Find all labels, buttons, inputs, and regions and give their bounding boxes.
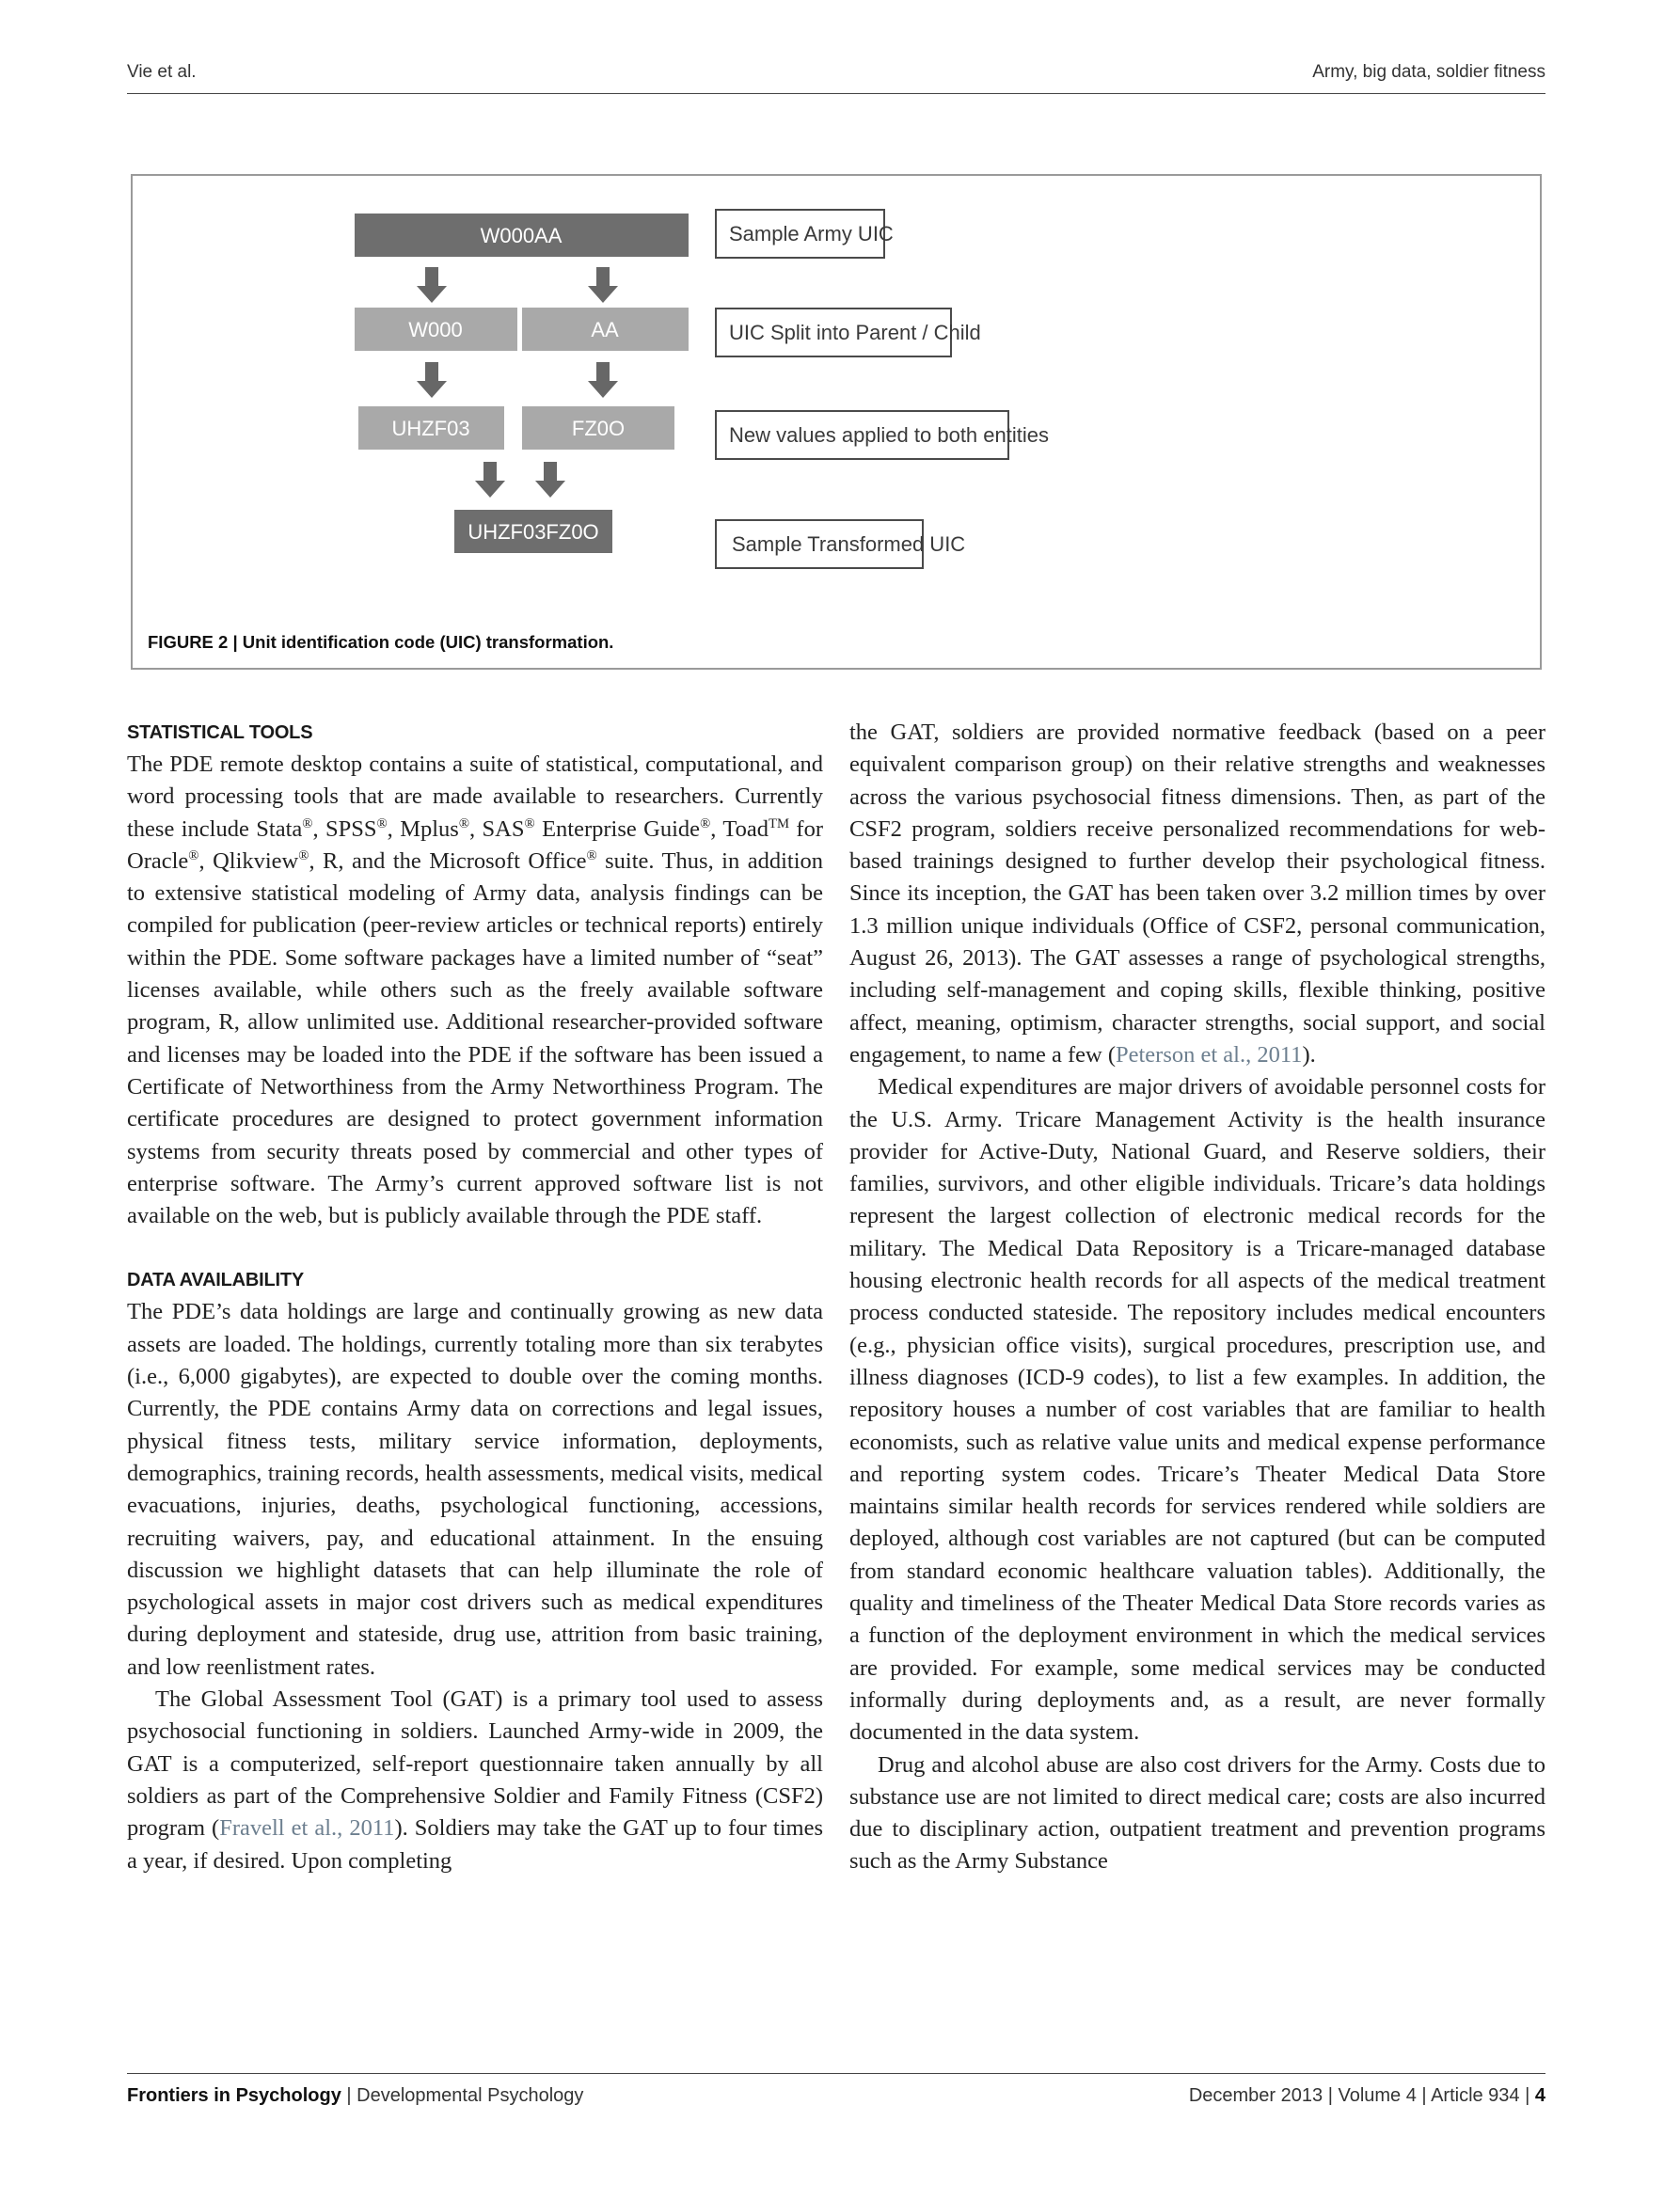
running-header-title: Army, big data, soldier fitness: [1312, 62, 1545, 82]
node-child-new-label: FZ0O: [571, 417, 626, 440]
paragraph-statistical-tools: The PDE remote desktop contains a suite of statistical, computational, and word processing tools that are made available to researchers. Currently these include Stata®, SPSS®, Mplus®, SAS® Enterprise Guide®, Toad™ for Oracle®, Qlikview®, R, and the Microsoft Office® suite. Thus, in addition to extensive statistical modeling of Army data, analysis findings can be compiled for publication (peer-review articles or technical reports) entirely within the PDE. Some software packages have a limited number of “seat” licenses available, while others such as the freely available software program, R, allow unlimited use. Additional researcher-provided software and licenses may be loaded into the PDE if the software has been issued a Certificate of Networthiness from the Army Networthiness Program. The certificate procedures are designed to protect government information systems from security threats posed by commercial and other types of enterprise software. The Army’s current approved software list is not available on the web, but is publicly available through the PDE staff.: [127, 752, 824, 1229]
left-column: [127, 717, 823, 1877]
footer-issue-info: December 2013 | Volume 4 | Article 934 | 4: [1188, 2085, 1545, 2106]
figure-caption: [148, 632, 613, 653]
node-transformed-label: UHZF03FZ0O: [468, 520, 599, 544]
node-child-label: AA: [591, 318, 619, 341]
label-split: UIC Split into Parent / Child: [729, 321, 981, 344]
paragraph-gat-intro: The Global Assessment Tool (GAT) is a primary tool used to assess psychosocial functioning in soldiers. Launched Army-wide in 2009, the GAT is a computerized, self-report questionnaire taken annually by all soldiers as part of the Comprehensive Soldier and Family Fitness (CSF2) program (Fravell et al., 2011). Soldiers may take the GAT up to four times a year, if desired. Upon completing: [127, 1686, 823, 1874]
node-parent-new-label: UHZF03: [391, 417, 470, 440]
arrow-down-icon: [588, 362, 618, 398]
issue-date: December 2013: [1188, 2085, 1323, 2106]
paragraph-drug-alcohol: Drug and alcohol abuse are also cost drivers for the Army. Costs due to substance use are not limited to direct medical care; costs are also incurred due to disciplinary action, outpatient treatment and prevention programs such as the Army Substance: [849, 1751, 1545, 1875]
citation-fravell-2011[interactable]: Fravell et al., 2011: [219, 1815, 395, 1842]
footer-rule: [127, 2073, 1545, 2074]
arrow-down-icon: [535, 462, 565, 498]
journal-name: Frontiers in Psychology: [127, 2085, 341, 2106]
issue-volume: Volume 4: [1338, 2085, 1417, 2106]
running-header-authors: Vie et al.: [127, 62, 197, 82]
arrow-down-icon: [588, 267, 618, 303]
paragraph-gat-continued: the GAT, soldiers are provided normative feedback (based on a peer equivalent comparison group) on their relative strengths and weaknesses across the various psychosocial fitness dimensions. Then, as part of the CSF2 program, soldiers receive personalized recommendations for web-based trainings designed to further develop their psychological fitness. Since its inception, the GAT has been taken over 3.2 million times by over 1.3 million unique individuals (Office of CSF2, personal communication, August 26, 2013). The GAT assesses a range of psychological strengths, including self-management and coping skills, flexible thinking, positive affect, meaning, optimism, character strengths, social support, and social engagement, to name a few (Peterson et al., 2011).: [849, 720, 1545, 1068]
paragraph-medical-expenditures: Medical expenditures are major drivers of avoidable personnel costs for the U.S. Army. Tricare Management Activity is the health insurance provider for Active-Duty, National Guard, and Reserve soldiers, their families, survivors, and other eligible individuals. Tricare’s data holdings represent the largest collection of electronic medical records for the military. The Medical Data Repository is a Tricare-managed database housing electronic health records for all aspects of the medical treatment process conducted stateside. The repository includes medical encounters (e.g., physician office visits), surgical procedures, prescription use, and illness diagnoses (ICD-9 codes), to list a few examples. In addition, the repository houses a number of cost variables that are familiar to health economists, such as relative value units and medical expense performance and reporting system codes. Tricare’s Theater Medical Data Store maintains similar health records for services rendered while soldiers are deployed, although cost variables are not captured (but can be computed from standard economic healthcare valuation tables). Additionally, the quality and timeliness of the Theater Medical Data Store records varies as a function of the deployment environment in which the medical services are provided. For example, some medical services may be conducted informally during deployments and, as a result, are never formally documented in the data system.: [849, 1074, 1545, 1746]
arrow-down-icon: [475, 462, 505, 498]
citation-peterson-2011[interactable]: Peterson et al., 2011: [1115, 1041, 1303, 1068]
section-heading-statistical-tools: STATISTICAL TOOLS: [127, 722, 313, 743]
figure-caption-prefix: FIGURE 2 |: [148, 632, 238, 652]
journal-section: Developmental Psychology: [357, 2085, 584, 2106]
paragraph-data-availability-1: The PDE’s data holdings are large and continually growing as new data assets are loaded. The holdings, currently totaling more than six terabytes (i.e., 6,000 gigabytes), are expected to double over the coming months. Currently, the PDE contains Army data on corrections and legal issues, physical fitness tests, military service information, deployments, demographics, training records, health assessments, medical visits, medical evacuations, injuries, deaths, psychological functioning, accessions, recruiting waivers, pay, and educational attainment. In the ensuing discussion we highlight datasets that can help illuminate the role of psychological assets in major cost drivers such as medical expenditures during deployment and stateside, drug use, attrition from basic training, and low reenlistment rates.: [127, 1299, 823, 1680]
page-number: 4: [1534, 2085, 1545, 2106]
article-number: Article 934: [1431, 2085, 1520, 2106]
label-sample-uic: Sample Army UIC: [729, 222, 894, 245]
section-heading-data-availability: DATA AVAILABILITY: [127, 1270, 305, 1291]
figure-caption-text: Unit identification code (UIC) transformation.: [242, 632, 614, 652]
uic-flow-diagram: [133, 176, 1540, 668]
node-parent-label: W000: [408, 318, 463, 341]
figure-2: [131, 174, 1542, 670]
section-gap: [127, 1232, 823, 1264]
label-new-values: New values applied to both entities: [729, 423, 1049, 447]
footer-journal: Frontiers in Psychology | Developmental Psychology: [127, 2085, 584, 2106]
arrow-down-icon: [417, 267, 447, 303]
header-rule: [127, 93, 1545, 94]
label-transformed: Sample Transformed UIC: [732, 532, 966, 556]
node-uic-label: W000AA: [480, 224, 563, 247]
arrow-down-icon: [417, 362, 447, 398]
right-column: [849, 717, 1545, 1878]
